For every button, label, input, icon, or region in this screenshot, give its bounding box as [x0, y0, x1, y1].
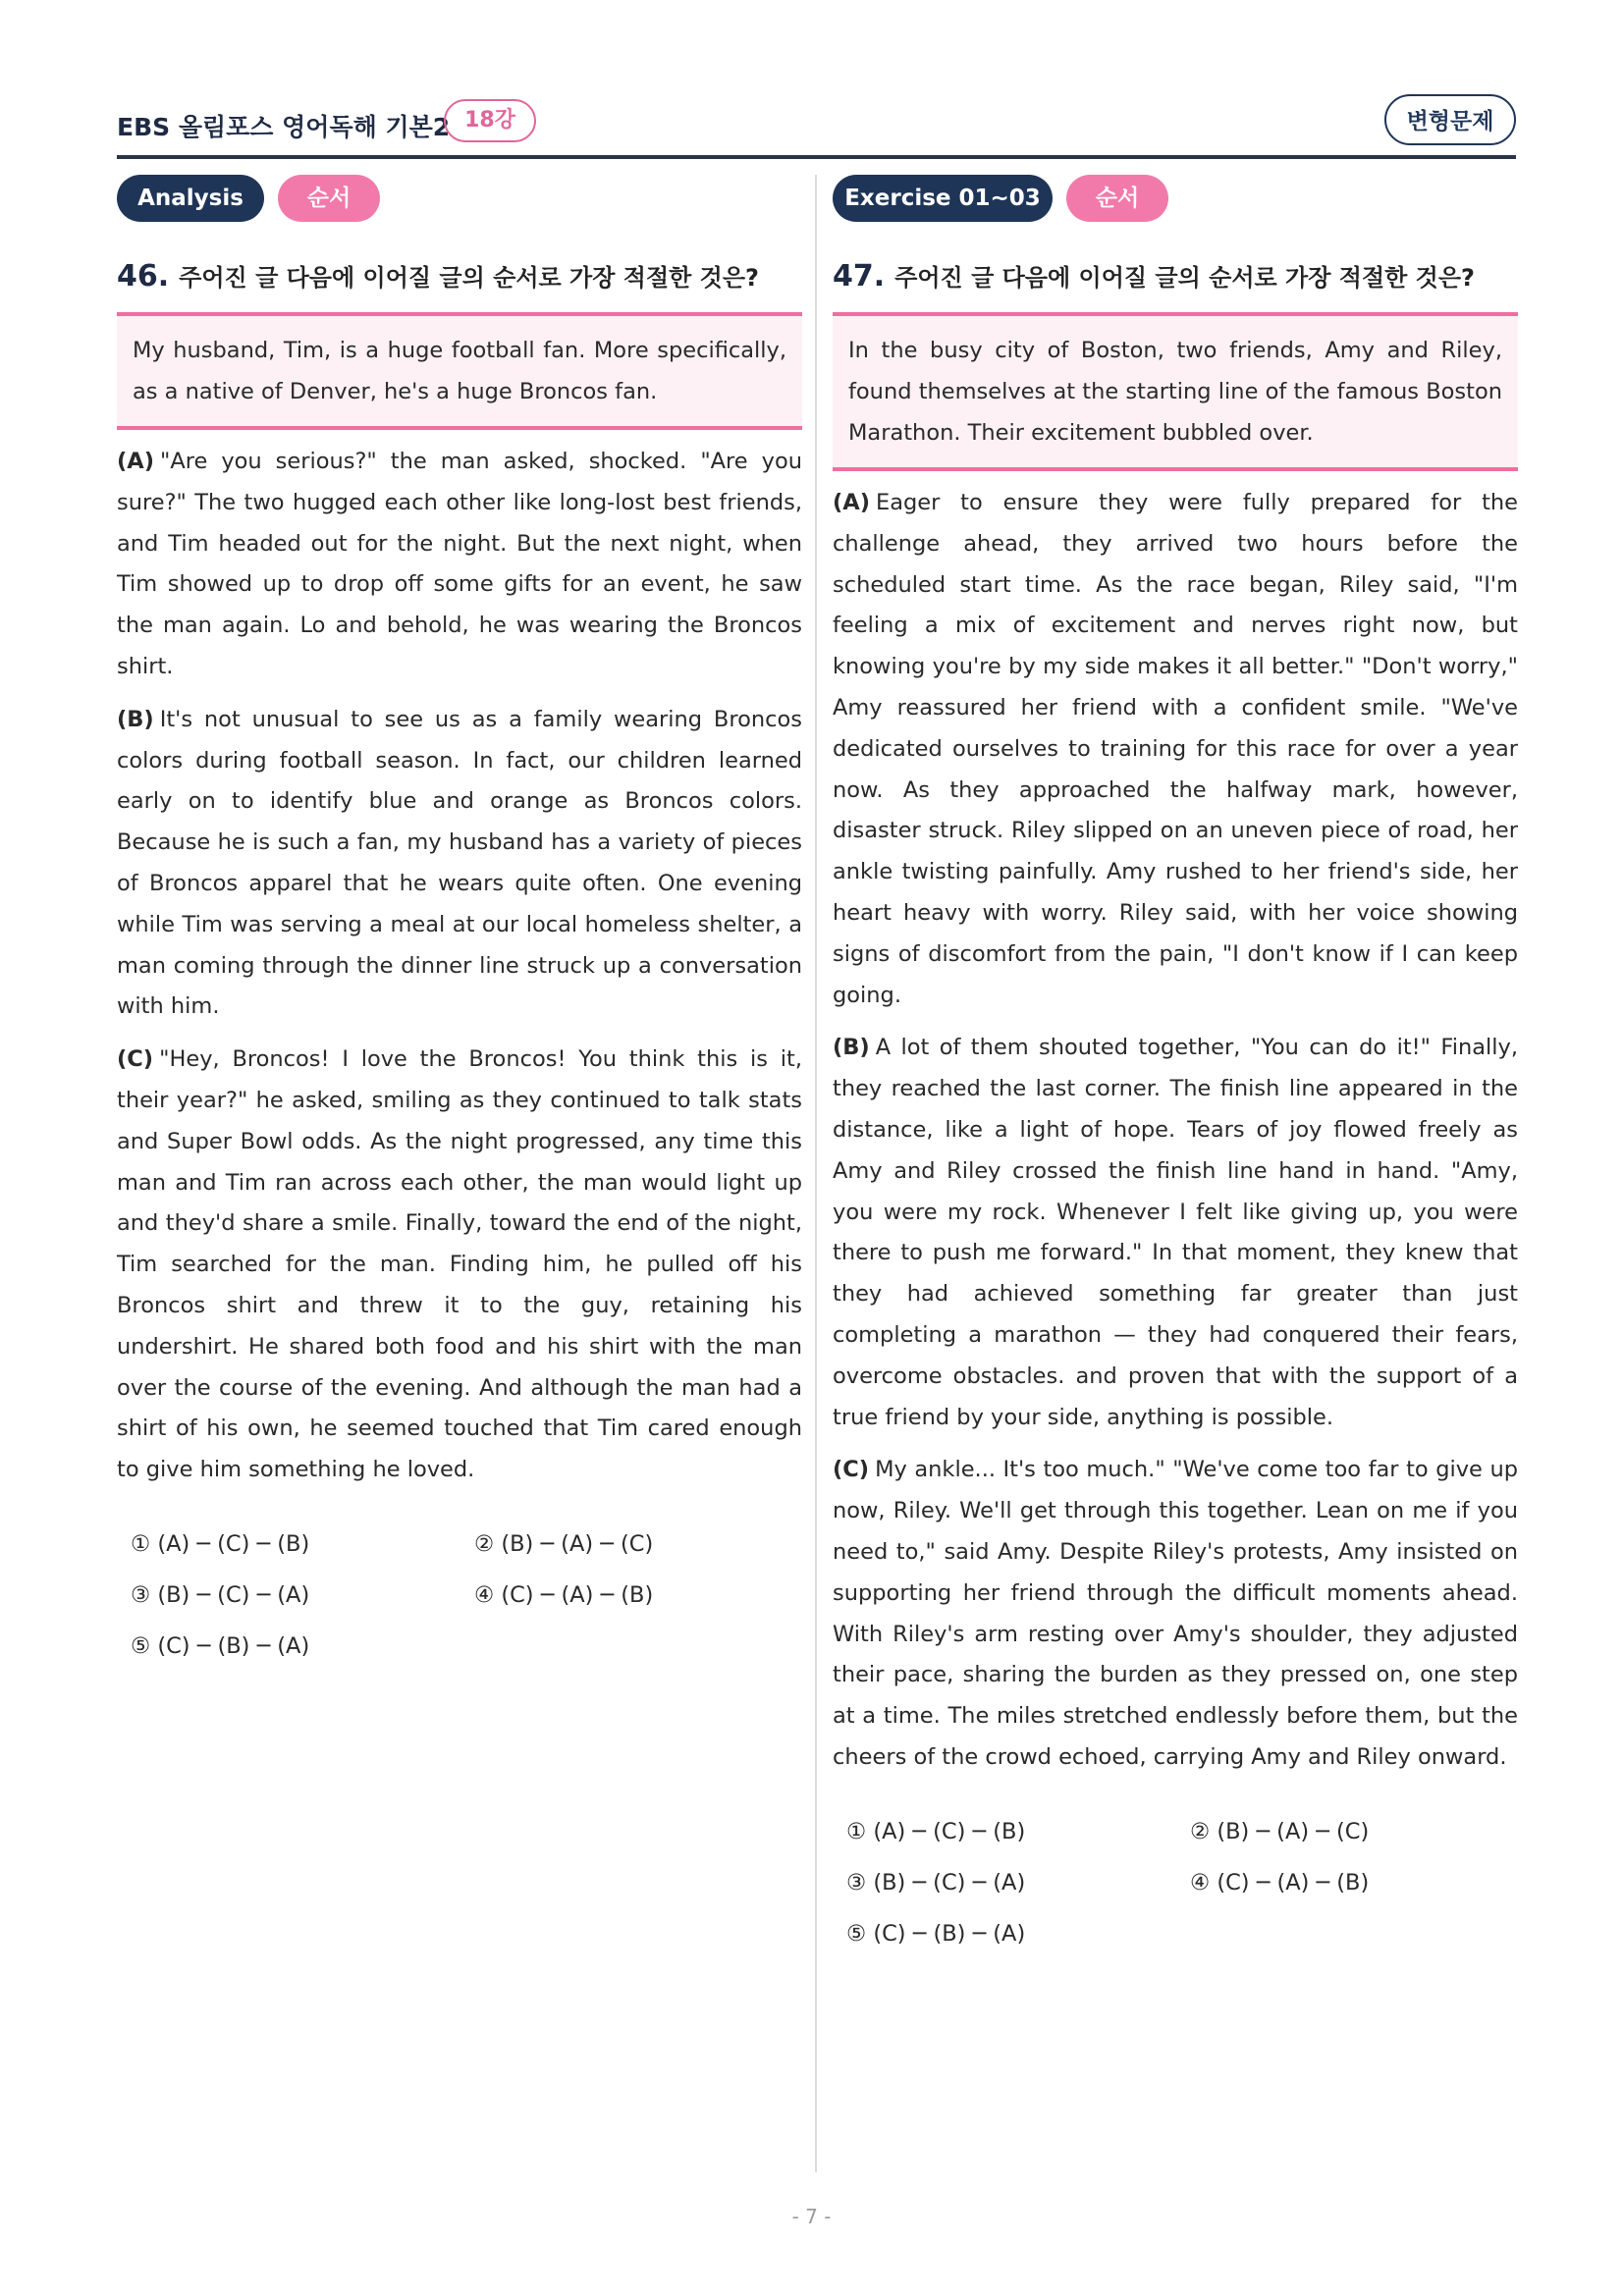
answer-choices — [117, 1519, 802, 1672]
section-pills — [833, 175, 1518, 222]
paragraph-c — [833, 1450, 1518, 1778]
choice-1[interactable]: ① (A) ─ (C) ─ (B) — [131, 1530, 310, 1557]
choice-1[interactable]: ① (A) ─ (C) ─ (B) — [846, 1818, 1026, 1844]
section-pill: Exercise 01~03 — [833, 175, 1053, 222]
paragraph-label: (C) — [833, 1457, 870, 1483]
lesson-badge: 18강 — [444, 99, 536, 142]
paragraph-text: "Hey, Broncos! I love the Broncos! You think this is it, their year?" he asked, smiling as they continued to talk stats and Super Bowl odds. As the night progressed, any time this man and Tim ran across each other, the man would light up and they'd share a smile. Finally, toward the end of the night, Tim searched for the man. Finding him, he pulled off his Broncos shirt and threw it to the guy, retaining his undershirt. He shared both food and his shirt with the man over the course of the evening. And although the man had a shirt of his own, he seemed touched that Tim cared enough to give him something he loved. — [117, 1046, 802, 1483]
paragraph-label: (B) — [117, 706, 154, 732]
paragraph-text: Eager to ensure they were fully prepared for the challenge ahead, they arrived two hours before the scheduled start time. As the race began, Riley said, "I'm feeling a mix of excitement and nerves right now, but knowing you're by my side makes it all better." "Don't worry," Amy reassured her friend with a confident smile. "We've dedicated ourselves to training for this race for over a year now. As they approached the halfway mark, however, disaster struck. Riley slipped on an uneven piece of road, her ankle twisting painfully. Amy rushed to her friend's side, her heart heavy with worry. Riley said, with her voice showing signs of discomfort from the pain, "I don't know if I can keep going. — [833, 490, 1518, 1008]
question-number: 47. — [833, 259, 886, 294]
paragraph-text: A lot of them shouted together, "You can do it!" Finally, they reached the last corner. The finish line appeared in the distance, like a light of hope. Tears of joy flowed freely as Amy and Riley crossed the finish line hand in hand. "Amy, you were my rock. Whenever I felt like giving up, you were there to push me forward." In that moment, they knew that they had achieved something far greater than just completing a marathon — they had conquered their fears, overcome obstacles. and proven that with the support of a true friend by your side, anything is possible. — [833, 1035, 1518, 1430]
question-title — [833, 257, 1518, 296]
paragraph-a — [833, 483, 1518, 1016]
choice-4[interactable]: ④ (C) ─ (A) ─ (B) — [474, 1581, 654, 1608]
paragraph-label: (B) — [833, 1035, 870, 1061]
question-text: 주어진 글 다음에 이어질 글의 순서로 가장 적절한 것은? — [894, 264, 1475, 292]
paragraph-a — [117, 442, 802, 688]
answer-choices — [833, 1806, 1518, 1959]
paragraph-label: (A) — [117, 449, 154, 474]
paragraph-text: It's not unusual to see us as a family wearing Broncos colors during football season. In fact, our children learned early on to identify blue and orange as Broncos colors. Because he is such a fan, my husband has a variety of pieces of Broncos apparel that he wears quite often. One evening while Tim was serving a meal at our local homeless shelter, a man coming through the dinner line struck up a conversation with him. — [117, 706, 802, 1020]
page-header — [117, 94, 1516, 155]
paragraph-text: My ankle... It's too much." "We've come too far to give up now, Riley. We'll get through this together. Lean on me if you need to," said Amy. Despite Riley's protests, Amy insisted on supporting her friend through the difficult moments ahead. With Riley's arm resting over Amy's shoulder, they adjusted their pace, sharing the burden as they pressed on, one step at a time. The miles stretched endlessly before them, but the cheers of the crowd echoed, carrying Amy and Riley onward. — [833, 1457, 1518, 1770]
type-tag-pill: 순서 — [278, 175, 380, 222]
left-column — [117, 175, 802, 1672]
question-text: 주어진 글 다음에 이어질 글의 순서로 가장 적절한 것은? — [179, 264, 759, 292]
intro-passage: My husband, Tim, is a huge football fan. More specifically, as a native of Denver, he's a huge Broncos fan. — [117, 312, 802, 430]
choice-2[interactable]: ② (B) ─ (A) ─ (C) — [1190, 1818, 1370, 1844]
choice-4[interactable]: ④ (C) ─ (A) ─ (B) — [1190, 1869, 1370, 1896]
paragraph-label: (A) — [833, 490, 870, 515]
question-title — [117, 257, 802, 296]
right-column — [833, 175, 1518, 1959]
section-pills — [117, 175, 802, 222]
book-title: EBS 올림포스 영어독해 기본2 — [117, 113, 451, 141]
choice-5[interactable]: ⑤ (C) ─ (B) ─ (A) — [131, 1632, 310, 1659]
variant-badge: 변형문제 — [1384, 94, 1516, 145]
header-rule — [117, 155, 1516, 159]
section-pill: Analysis — [117, 175, 264, 222]
choice-3[interactable]: ③ (B) ─ (C) ─ (A) — [846, 1869, 1026, 1896]
paragraph-text: "Are you serious?" the man asked, shocked. "Are you sure?" The two hugged each other like long-lost best friends, and Tim headed out for the night. But the next night, when Tim showed up to drop off some gifts for an event, he saw the man again. Lo and behold, he was wearing the Broncos shirt. — [117, 449, 802, 679]
column-divider — [815, 175, 817, 2172]
choice-3[interactable]: ③ (B) ─ (C) ─ (A) — [131, 1581, 310, 1608]
choice-5[interactable]: ⑤ (C) ─ (B) ─ (A) — [846, 1920, 1026, 1947]
choice-2[interactable]: ② (B) ─ (A) ─ (C) — [474, 1530, 654, 1557]
paragraph-label: (C) — [117, 1046, 154, 1073]
intro-passage: In the busy city of Boston, two friends, Amy and Riley, found themselves at the starting line of the famous Boston Marathon. Their excitement bubbled over. — [833, 312, 1518, 471]
page-number: - 7 - — [791, 2205, 832, 2228]
paragraph-c — [117, 1040, 802, 1491]
paragraph-b — [833, 1028, 1518, 1438]
type-tag-pill: 순서 — [1066, 175, 1168, 222]
paragraph-b — [117, 700, 802, 1028]
question-number: 46. — [117, 259, 170, 294]
